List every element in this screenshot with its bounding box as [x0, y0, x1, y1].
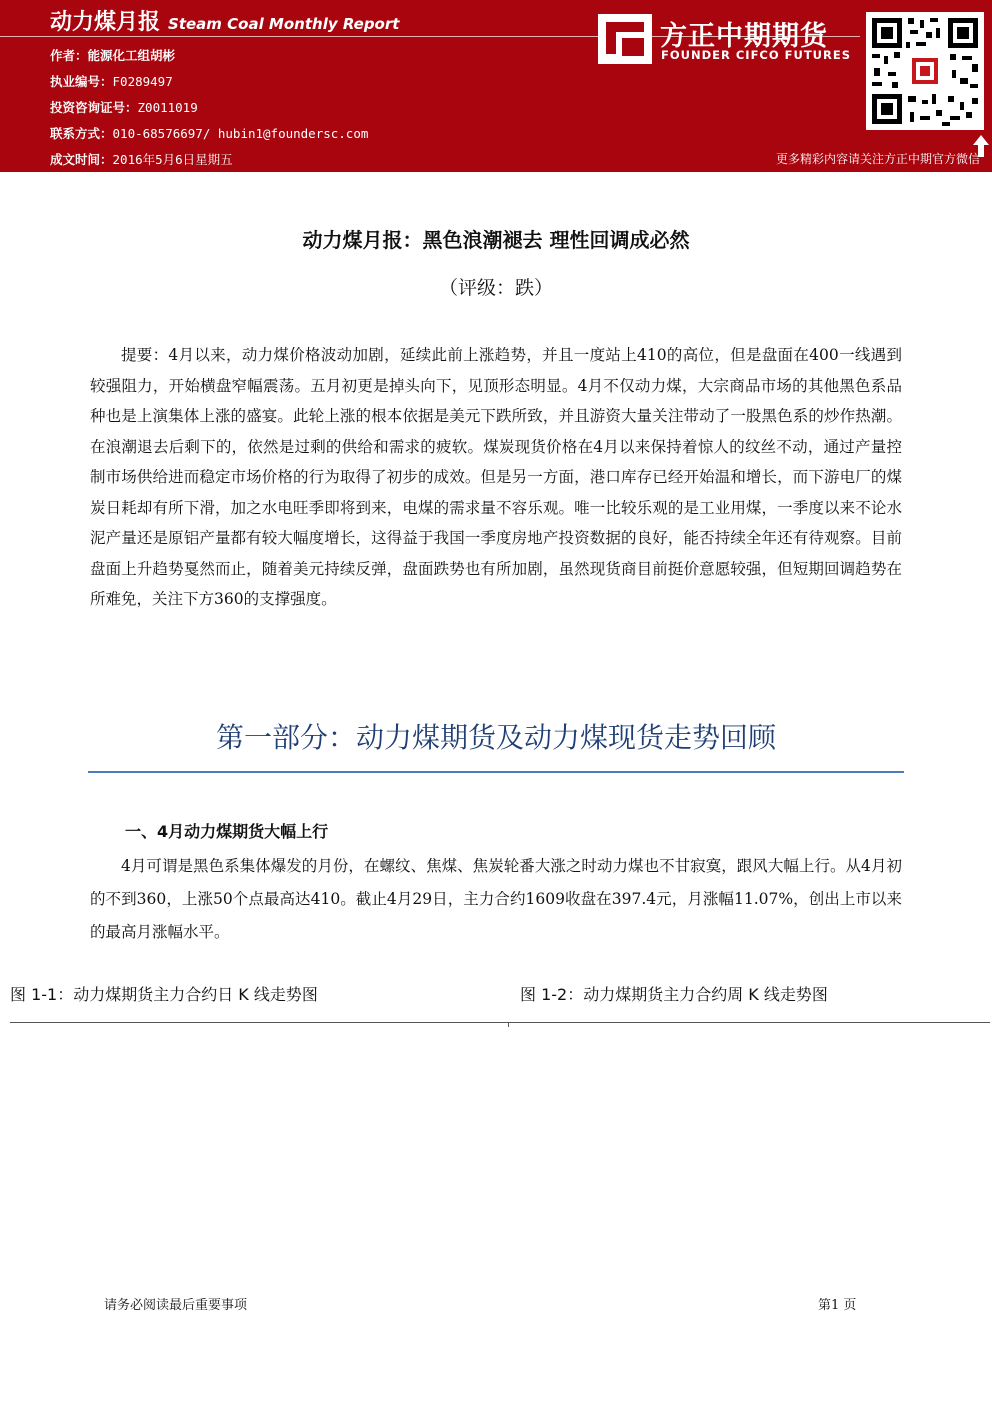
- footer-notice: 请务必阅读最后重要事项: [104, 1298, 248, 1313]
- contact-line: [50, 124, 368, 142]
- report-title: [50, 5, 399, 36]
- company-name-cn: 方正中期期货: [660, 21, 828, 52]
- date-line: [50, 150, 233, 168]
- company-name-en: FOUNDER CIFCO FUTURES: [661, 48, 852, 62]
- part-one-rule: [88, 771, 904, 773]
- consult-number: Z0011019: [137, 100, 198, 115]
- license-line: [50, 72, 173, 90]
- figure-1-1-caption: 图 1-1：动力煤期货主力合约日 K 线走势图: [10, 985, 318, 1004]
- wechat-follow-text: 更多精彩内容请关注方正中期官方微信: [775, 152, 980, 166]
- author-line: [50, 46, 175, 64]
- page-number: 第1 页: [818, 1298, 857, 1313]
- consult-label: 投资咨询证号：: [50, 100, 138, 115]
- consult-line: [50, 98, 198, 116]
- date-value: 2016年5月6日星期五: [112, 152, 233, 167]
- author-name: 能源化工组胡彬: [87, 48, 176, 63]
- report-title-cn: 动力煤月报: [50, 10, 161, 35]
- document-title: 动力煤月报：黑色浪潮褪去 理性回调成必然: [302, 228, 690, 252]
- section-one-title: 一、4月动力煤期货大幅上行: [125, 822, 329, 841]
- figure-column-divider: [508, 1022, 509, 1027]
- section-one-body: 4月可谓是黑色系集体爆发的月份，在螺纹、焦煤、焦炭轮番大涨之时动力煤也不甘寂寞，跟风大幅上行。从4月初的不到360，上涨50个点最高达410。截止4月29日，主力合约1609收盘在397.4元，月涨幅11.07%，创出上市以来的最高月涨幅水平。: [90, 857, 902, 941]
- figure-1-2-caption: 图 1-2：动力煤期货主力合约周 K 线走势图: [520, 985, 828, 1004]
- wechat-qr-code: [866, 12, 984, 130]
- contact-value: 010-68576697/ hubin1@foundersc.com: [112, 126, 369, 141]
- report-header-banner: [0, 0, 992, 172]
- license-label: 执业编号：: [50, 74, 113, 89]
- figure-caption-rule: [10, 1022, 990, 1023]
- part-one-title: 第一部分：动力煤期货及动力煤现货走势回顾: [215, 721, 776, 754]
- abstract-paragraph: 提要：4月以来，动力煤价格波动加剧，延续此前上涨趋势，并且一度站上410的高位，但是盘面在400一线遇到较强阻力，开始横盘窄幅震荡。五月初更是掉头向下，见顶形态明显。4月不仅动力煤，大宗商品市场的其他黑色系品种也是上演集体上涨的盛宴。此轮上涨的根本依据是美元下跌所致，并且游资大量关注带动了一股黑色系的炒作热潮。在浪潮退去后剩下的，依然是过剩的供给和需求的疲软。煤炭现货价格在4月以来保持着惊人的纹丝不动，通过产量控制市场供给进而稳定市场价格的行为取得了初步的成效。但是另一方面，港口库存已经开始温和增长，而下游电厂的煤炭日耗却有所下滑，加之水电旺季即将到来，电煤的需求量不容乐观。唯一比较乐观的是工业用煤，一季度以来不论水泥产量还是原铝产量都有较大幅度增长，这得益于我国一季度房地产投资数据的良好，能否持续全年还有待观察。目前盘面上升趋势戛然而止，随着美元持续反弹，盘面跌势也有所加剧，虽然现货商目前挺价意愿较强，但短期回调趋势在所难免，关注下方360的支撑强度。: [90, 346, 902, 608]
- rating: （评级：跌）: [438, 277, 553, 299]
- date-label: 成文时间：: [50, 152, 113, 167]
- report-title-en: Steam Coal Monthly Report: [168, 15, 400, 33]
- contact-label: 联系方式：: [50, 126, 113, 141]
- founder-logo-icon: [598, 14, 652, 64]
- author-label: 作者：: [50, 48, 88, 63]
- license-number: F0289497: [112, 74, 173, 89]
